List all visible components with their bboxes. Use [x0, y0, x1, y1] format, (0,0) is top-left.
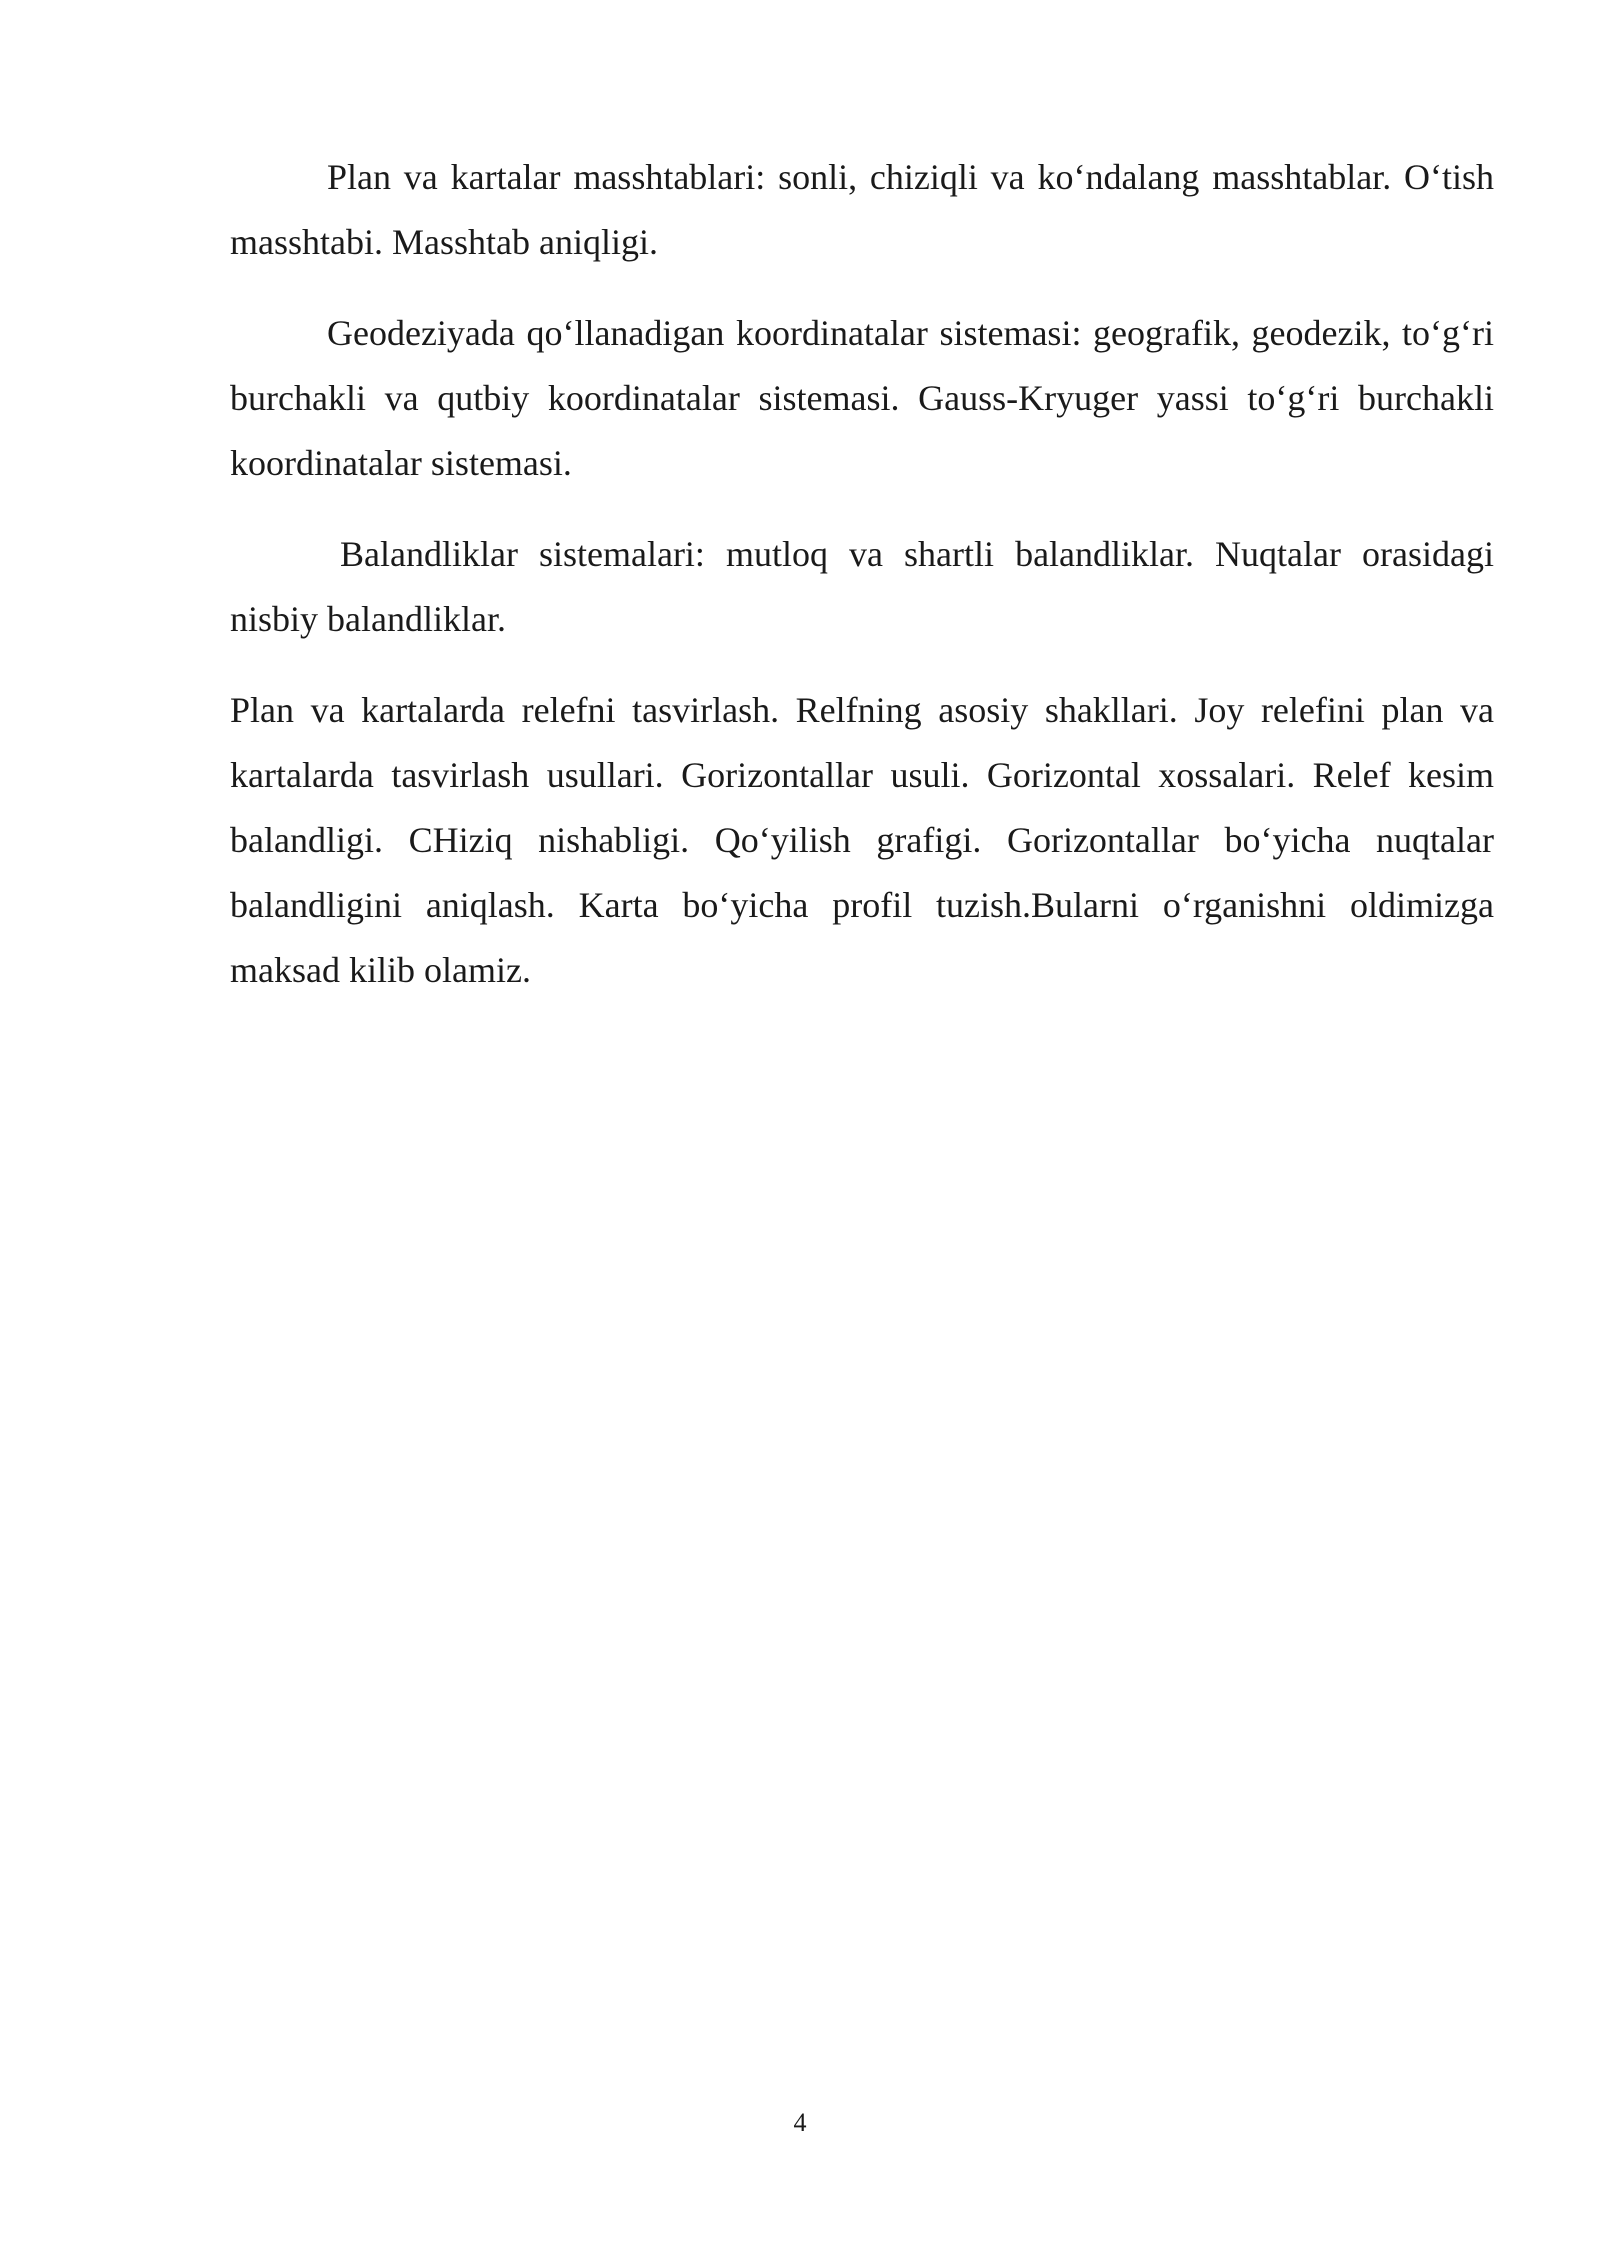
body-text [230, 145, 1494, 1029]
paragraph-coordinate-systems: Geodeziyada qo‘llanadigan koordinatalar sistemasi: geografik, geodezik, to‘g‘ri burchakli va qutbiy koordinatalar sistemasi. Gauss-Kryuger yassi to‘g‘ri burchakli koordinatalar sistemasi. [230, 313, 1494, 483]
paragraph-relief: Plan va kartalarda relefni tasvirlash. Relfning asosiy shakllari. Joy relefini plan va kartalarda tasvirlash usullari. Gorizontallar usuli. Gorizontal xossalari. Relef kesim balandligi. CHiziq nishabligi. Qo‘yilish grafigi. Gorizontallar bo‘yicha nuqtalar balandligini aniqlash. Karta bo‘yicha profil tuzish.Bularni o‘rganishni oldimizga maksad kilib olamiz. [230, 690, 1494, 990]
paragraph-map-scales: Plan va kartalar masshtablari: sonli, chiziqli va ko‘ndalang masshtablar. O‘tish masshtabi. Masshtab aniqligi. [230, 157, 1494, 262]
paragraph-height-systems: Balandliklar sistemalari: mutloq va shartli balandliklar. Nuqtalar orasidagi nisbiy balandliklar. [230, 534, 1494, 639]
page-number: 4 [793, 2108, 807, 2137]
